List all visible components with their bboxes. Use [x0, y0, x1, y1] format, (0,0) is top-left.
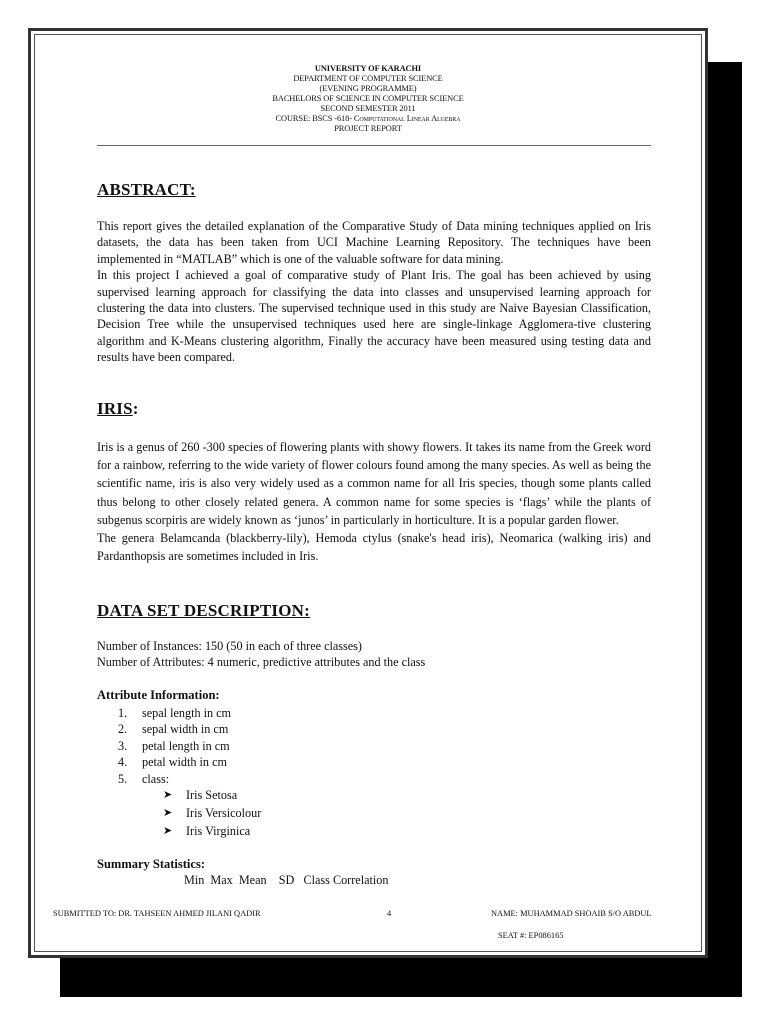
class-list [163, 786, 261, 840]
header-divider [97, 145, 651, 146]
attribute-text: petal width in cm [142, 755, 227, 770]
document-page [28, 28, 708, 958]
attribute-item [97, 738, 231, 754]
class-name: Iris Setosa [186, 788, 238, 802]
attribute-text: sepal length in cm [142, 706, 232, 720]
abstract-paragraph-1: This report gives the detailed explanation of the Comparative Study of Data mining techniques applied on Iris datasets, the data has been taken from UCI Machine Learning Repository. The techniques have been implemented in “MATLAB” which is one of the valuable software for data mining. [97, 219, 651, 266]
report-type: PROJECT REPORT [334, 124, 402, 133]
attribute-item [97, 771, 231, 787]
arrow-bullet-icon: ➤ [163, 825, 173, 837]
attribute-info-heading: Attribute Information: [97, 688, 220, 702]
class-item [163, 822, 261, 840]
semester-label: SECOND SEMESTER 2011 [320, 104, 416, 113]
course-line [35, 114, 701, 124]
page-number: 4 [387, 909, 392, 918]
student-name: NAME: MUHAMMAD SHOAIB S/O ABDUL [491, 909, 652, 918]
class-item [163, 786, 261, 804]
department-name: DEPARTMENT OF COMPUTER SCIENCE [293, 74, 443, 83]
attribute-text: petal length in cm [142, 738, 230, 753]
iris-paragraph-2: The genera Belamcanda (blackberry-lily), Hemoda ctylus (snake's head iris), Neomarica (walking iris) and Pardanthopsis are sometimes included in Iris. [97, 531, 651, 564]
attribute-item [97, 721, 231, 737]
attribute-list [97, 705, 231, 787]
attribute-text: class: [142, 771, 170, 786]
seat-number: SEAT #: EP086165 [498, 931, 564, 940]
summary-columns: Min Max Mean SD Class Correlation [184, 873, 389, 887]
abstract-paragraph-2: In this project I achieved a goal of comparative study of Plant Iris. The goal has been achieved by using supervised learning approach for classifying the data into classes and unsupervised learning approach for clustering the data into clusters. The supervised technique used in this study are Naive Bayesian Classification, Decision Tree while the unsupervised techniques used here are single-linkage Agglomera-tive clustering algorithm and K-Means clustering algorithm, Finally the accuracy have been measured using testing data and results have been compared. [97, 268, 651, 365]
class-name: Iris Virginica [186, 824, 251, 838]
attribute-number: 3. [118, 738, 128, 753]
page-border [34, 34, 702, 952]
course-code: COURSE: BSCS -618- [275, 114, 354, 123]
attribute-item [97, 754, 231, 770]
instances-line: Number of Instances: 150 (50 in each of three classes) [97, 639, 362, 653]
iris-heading [97, 399, 139, 419]
arrow-bullet-icon: ➤ [163, 789, 173, 801]
iris-paragraph-1: Iris is a genus of 260 -300 species of flowering plants with showy flowers. It takes its name from the Greek word for a rainbow, referring to the wide variety of flower colours found among the many species. As well as being the scientific name, iris is also very widely used as a common name for all Iris species, though some plants called thus belong to other closely related genera. A common name for some species is ‘flags’ while the plants of subgenus scorpiris are widely known as ‘junos’ in particularly in horticulture. It is a popular garden flower. [97, 440, 651, 527]
attribute-number: 1. [118, 706, 128, 720]
submitted-to: SUBMITTED TO: DR. TAHSEEN AHMED JILANI QADIR [53, 909, 261, 918]
arrow-bullet-icon: ➤ [163, 807, 173, 819]
document-header [35, 64, 701, 134]
programme-name: (EVENING PROGRAMME) [319, 84, 417, 93]
university-name: UNIVERSITY OF KARACHI [314, 64, 422, 73]
dataset-section [97, 638, 651, 671]
iris-section [97, 438, 651, 565]
summary-statistics-heading: Summary Statistics: [97, 857, 205, 871]
attribute-text: sepal width in cm [142, 722, 229, 737]
iris-heading-colon: : [132, 399, 139, 418]
attribute-number: 4. [118, 755, 128, 770]
class-item [163, 804, 261, 822]
course-name: Computational Linear Algebra [353, 114, 461, 123]
attributes-line: Number of Attributes: 4 numeric, predictive attributes and the class [97, 655, 426, 670]
degree-name: BACHELORS OF SCIENCE IN COMPUTER SCIENCE [272, 94, 464, 103]
attribute-number: 2. [118, 722, 128, 737]
attribute-number: 5. [118, 771, 128, 786]
class-name: Iris Versicolour [186, 806, 262, 820]
abstract-heading: ABSTRACT: [97, 180, 196, 199]
attribute-item [97, 705, 231, 721]
iris-heading-text: IRIS [97, 399, 133, 418]
abstract-section [97, 218, 651, 366]
dataset-heading: DATA SET DESCRIPTION: [97, 601, 310, 620]
